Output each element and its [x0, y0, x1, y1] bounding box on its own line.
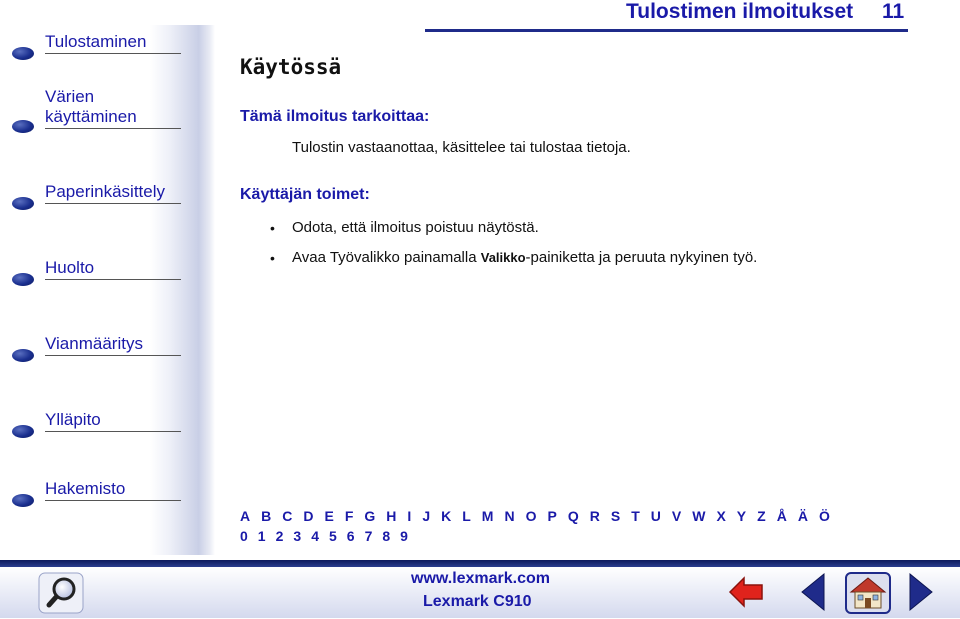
action-item-1: Odota, että ilmoitus poistuu näytöstä. — [292, 219, 539, 236]
index-link-c[interactable]: C — [282, 508, 293, 524]
bullet-icon: • — [270, 250, 275, 266]
footer-url-link[interactable]: www.lexmark.com — [411, 570, 551, 587]
index-link-i[interactable]: I — [407, 508, 412, 524]
index-link-w[interactable]: W — [692, 508, 706, 524]
index-link-x[interactable]: X — [716, 508, 726, 524]
back-button[interactable] — [728, 574, 764, 610]
sidebar-item-label[interactable]: Huolto — [45, 258, 95, 277]
index-link-n[interactable]: N — [504, 508, 515, 524]
page-number: 11 — [882, 0, 905, 23]
sidebar-item-yllapito[interactable] — [0, 408, 190, 438]
sidebar-item-paperinkasittely[interactable] — [0, 180, 190, 210]
index-link-h[interactable]: H — [386, 508, 397, 524]
index-letters — [240, 508, 841, 524]
next-page-button[interactable] — [908, 572, 934, 612]
index-link-r[interactable]: R — [589, 508, 600, 524]
nav-rule — [45, 431, 181, 432]
nav-rule — [45, 203, 181, 204]
nav-bullet-icon — [12, 494, 34, 507]
back-arrow-icon — [728, 574, 764, 610]
actions-heading: Käyttäjän toimet: — [240, 186, 370, 203]
index-link-ö[interactable]: Ö — [818, 508, 830, 524]
index-link-s[interactable]: S — [610, 508, 621, 524]
section-title: Käytössä — [240, 55, 342, 79]
nav-bullet-icon — [12, 197, 34, 210]
sidebar-item-label-line2[interactable]: käyttäminen — [45, 107, 137, 126]
sidebar-item-hakemisto[interactable] — [0, 477, 190, 507]
index-link-3[interactable]: 3 — [293, 528, 302, 544]
index-link-v[interactable]: V — [671, 508, 682, 524]
index-link-e[interactable]: E — [324, 508, 334, 524]
sidebar-item-label[interactable]: Hakemisto — [45, 479, 126, 498]
nav-bullet-icon — [12, 273, 34, 286]
nav-rule — [45, 500, 181, 501]
nav-rule — [45, 128, 181, 129]
footer-bar — [0, 560, 960, 618]
action-item-2-pre: Avaa Työvalikko painamalla — [292, 249, 481, 266]
nav-bullet-icon — [12, 425, 34, 438]
index-link-4[interactable]: 4 — [311, 528, 319, 544]
index-link-9[interactable]: 9 — [400, 528, 408, 544]
nav-rule — [45, 53, 181, 54]
nav-bullet-icon — [12, 120, 34, 133]
footer-model: Lexmark C910 — [423, 593, 532, 610]
index-link-q[interactable]: Q — [567, 508, 579, 524]
search-icon — [38, 572, 84, 614]
search-button[interactable] — [38, 572, 84, 614]
sidebar-item-label[interactable]: Ylläpito — [45, 410, 101, 429]
index-link-u[interactable]: U — [650, 508, 661, 524]
index-link-t[interactable]: T — [631, 508, 640, 524]
index-link-1[interactable]: 1 — [257, 528, 266, 544]
index-link-5[interactable]: 5 — [328, 528, 337, 544]
index-link-p[interactable]: P — [547, 508, 557, 524]
index-link-y[interactable]: Y — [736, 508, 747, 524]
sidebar-item-huolto[interactable] — [0, 256, 190, 286]
index-link-z[interactable]: Z — [757, 508, 766, 524]
index-link-å[interactable]: Å — [776, 508, 787, 524]
index-link-j[interactable]: J — [422, 508, 431, 524]
index-link-0[interactable]: 0 — [240, 528, 248, 544]
index-link-7[interactable]: 7 — [364, 528, 373, 544]
action-item-2-post: -painiketta ja peruuta nykyinen työ. — [525, 249, 758, 266]
meaning-text: Tulostin vastaanottaa, käsittelee tai tulostaa tietoja. — [292, 139, 631, 156]
header-rule — [425, 29, 908, 32]
sidebar-item-vianmaaritys[interactable] — [0, 332, 190, 362]
home-icon — [845, 572, 891, 614]
previous-page-icon — [800, 572, 826, 612]
sidebar-item-varien-kayttaminen[interactable] — [0, 85, 190, 135]
page-header-title: Tulostimen ilmoitukset — [626, 0, 854, 23]
sidebar-nav — [0, 0, 215, 560]
meaning-heading: Tämä ilmoitus tarkoittaa: — [240, 108, 430, 125]
nav-bullet-icon — [12, 47, 34, 60]
sidebar-item-label[interactable]: Vianmääritys — [45, 334, 143, 353]
footer-top-band — [0, 560, 960, 567]
index-link-2[interactable]: 2 — [275, 528, 284, 544]
nav-rule — [45, 279, 181, 280]
sidebar-item-label-line1[interactable]: Värien — [45, 87, 95, 106]
index-link-g[interactable]: G — [364, 508, 376, 524]
index-link-a[interactable]: A — [240, 508, 251, 524]
index-link-d[interactable]: D — [303, 508, 314, 524]
menu-key-label: Valikko — [480, 250, 526, 265]
next-page-icon — [908, 572, 934, 612]
index-link-8[interactable]: 8 — [382, 528, 391, 544]
sidebar-item-tulostaminen[interactable] — [0, 30, 190, 60]
nav-bullet-icon — [12, 349, 34, 362]
nav-rule — [45, 355, 181, 356]
index-link-f[interactable]: F — [344, 508, 354, 524]
index-link-o[interactable]: O — [525, 508, 537, 524]
sidebar-item-label[interactable]: Paperinkäsittely — [45, 182, 166, 201]
index-link-ä[interactable]: Ä — [797, 508, 808, 524]
index-link-6[interactable]: 6 — [346, 528, 355, 544]
previous-page-button[interactable] — [800, 572, 826, 612]
sidebar-item-label[interactable]: Tulostaminen — [45, 32, 147, 51]
index-link-l[interactable]: L — [462, 508, 471, 524]
home-button[interactable] — [845, 572, 891, 614]
bullet-icon: • — [270, 220, 275, 236]
index-link-k[interactable]: K — [441, 508, 452, 524]
index-link-b[interactable]: B — [261, 508, 272, 524]
index-digits — [240, 528, 418, 544]
index-link-m[interactable]: M — [481, 508, 494, 524]
action-item-2 — [292, 249, 757, 266]
